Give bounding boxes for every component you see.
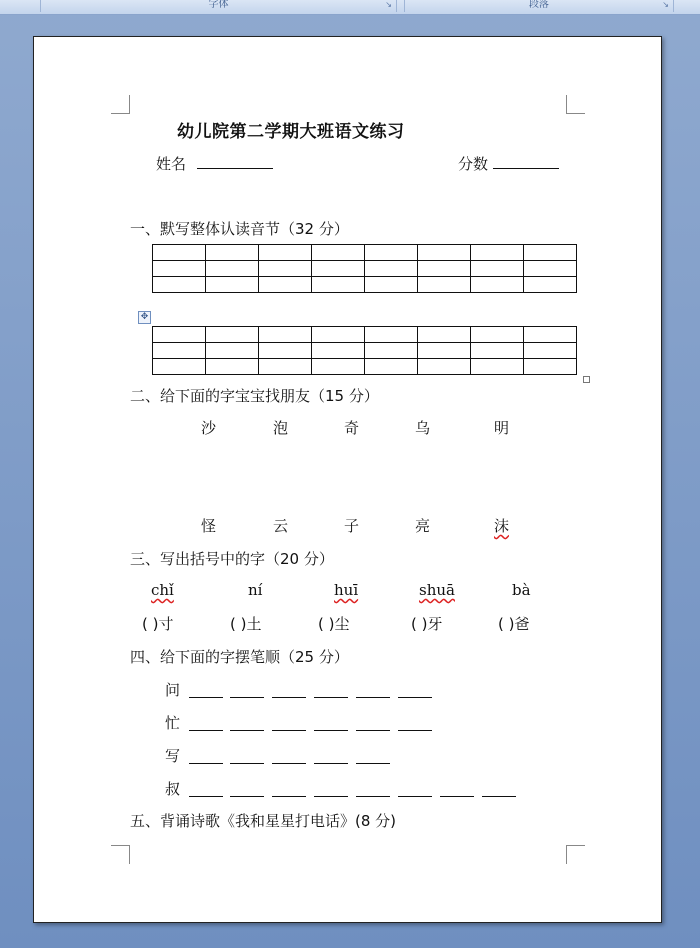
margin-corner-marker bbox=[111, 845, 130, 864]
stroke-blank[interactable] bbox=[230, 697, 264, 698]
stroke-blank[interactable] bbox=[356, 763, 390, 764]
section-4-heading bbox=[130, 646, 349, 667]
score-field bbox=[458, 153, 559, 174]
ribbon-group-paragraph-label: 段落 bbox=[529, 0, 549, 10]
name-label: 姓名 bbox=[156, 155, 187, 173]
margin-corner-marker bbox=[566, 95, 585, 114]
pinyin-5: bà bbox=[512, 581, 531, 599]
stroke-blank[interactable] bbox=[189, 796, 223, 797]
stroke-blank[interactable] bbox=[356, 796, 390, 797]
stroke-blank[interactable] bbox=[314, 697, 348, 698]
section-3-heading: 三、写出括号中的字（20 分） bbox=[130, 550, 334, 568]
section-1-heading: 一、默写整体认读音节（32 分） bbox=[130, 220, 349, 238]
stroke-char-3: 写 bbox=[165, 747, 181, 765]
dialog-launcher-icon[interactable]: ↘ bbox=[662, 0, 669, 9]
stroke-blank[interactable] bbox=[230, 730, 264, 731]
paren-blank-3[interactable]: ( )尘 bbox=[318, 615, 350, 633]
name-field bbox=[156, 153, 273, 174]
dialog-launcher-icon[interactable]: ↘ bbox=[385, 0, 392, 9]
stroke-blank[interactable] bbox=[189, 730, 223, 731]
char-row1-1: 沙 bbox=[201, 419, 217, 437]
pinyin-4: shuā bbox=[419, 581, 455, 599]
char-row2-1: 怪 bbox=[201, 517, 217, 535]
char-row1-4: 乌 bbox=[415, 419, 431, 437]
stroke-blank[interactable] bbox=[272, 796, 306, 797]
ribbon-group-font[interactable] bbox=[40, 0, 397, 12]
pinyin-3: huī bbox=[334, 581, 359, 599]
stroke-blank[interactable] bbox=[189, 697, 223, 698]
stroke-blank[interactable] bbox=[482, 796, 516, 797]
char-row1-2: 泡 bbox=[273, 419, 289, 437]
stroke-blank[interactable] bbox=[314, 763, 348, 764]
char-row2-4: 亮 bbox=[415, 517, 431, 535]
ribbon-group-font-label: 字体 bbox=[208, 0, 229, 10]
stroke-blank[interactable] bbox=[230, 763, 264, 764]
ribbon-bar bbox=[0, 0, 700, 15]
stroke-blank[interactable] bbox=[398, 697, 432, 698]
score-blank[interactable] bbox=[493, 154, 559, 169]
paren-blank-5[interactable]: ( )爸 bbox=[498, 615, 530, 633]
char-row1-5: 明 bbox=[494, 419, 510, 437]
name-blank[interactable] bbox=[197, 154, 273, 169]
syllable-grid-2[interactable] bbox=[152, 326, 577, 375]
stroke-blank[interactable] bbox=[272, 697, 306, 698]
paren-blank-2[interactable]: ( )土 bbox=[230, 615, 262, 633]
stroke-blank[interactable] bbox=[398, 796, 432, 797]
stroke-blank[interactable] bbox=[272, 730, 306, 731]
paren-blank-1[interactable]: ( )寸 bbox=[142, 615, 174, 633]
stroke-blank[interactable] bbox=[314, 730, 348, 731]
section-2-heading: 二、给下面的字宝宝找朋友（15 分） bbox=[130, 387, 379, 405]
margin-corner-marker bbox=[566, 845, 585, 864]
stroke-char-4: 叔 bbox=[165, 780, 181, 798]
document-page[interactable] bbox=[33, 36, 662, 923]
char-row2-2: 云 bbox=[273, 517, 289, 535]
stroke-blank[interactable] bbox=[230, 796, 264, 797]
stroke-blank[interactable] bbox=[272, 763, 306, 764]
stroke-char-2: 忙 bbox=[165, 714, 181, 732]
stroke-blank[interactable] bbox=[398, 730, 432, 731]
score-label: 分数 bbox=[458, 155, 489, 173]
stroke-blank[interactable] bbox=[440, 796, 474, 797]
stroke-blank[interactable] bbox=[189, 763, 223, 764]
section-4-heading-text: 四、给下面的字摆笔顺（25 分） bbox=[130, 648, 349, 666]
table-resize-handle[interactable] bbox=[583, 376, 590, 383]
margin-corner-marker bbox=[111, 95, 130, 114]
char-row1-3: 奇 bbox=[344, 419, 360, 437]
ribbon-group-paragraph[interactable] bbox=[404, 0, 674, 12]
syllable-grid-1[interactable] bbox=[152, 244, 577, 293]
paren-blank-4[interactable]: ( )牙 bbox=[411, 615, 443, 633]
stroke-char-1: 问 bbox=[165, 681, 181, 699]
char-row2-5: 沫 bbox=[494, 517, 510, 535]
pinyin-2: ní bbox=[248, 581, 263, 599]
table-move-handle-icon[interactable]: ✥ bbox=[138, 311, 151, 324]
char-row2-3: 子 bbox=[344, 517, 360, 535]
section-5-heading: 五、背诵诗歌《我和星星打电话》(8 分) bbox=[130, 812, 397, 830]
stroke-blank[interactable] bbox=[356, 730, 390, 731]
document-title: 幼儿院第二学期大班语文练习 bbox=[177, 122, 405, 142]
stroke-blank[interactable] bbox=[356, 697, 390, 698]
pinyin-1: chǐ bbox=[151, 581, 174, 599]
stroke-blank[interactable] bbox=[314, 796, 348, 797]
